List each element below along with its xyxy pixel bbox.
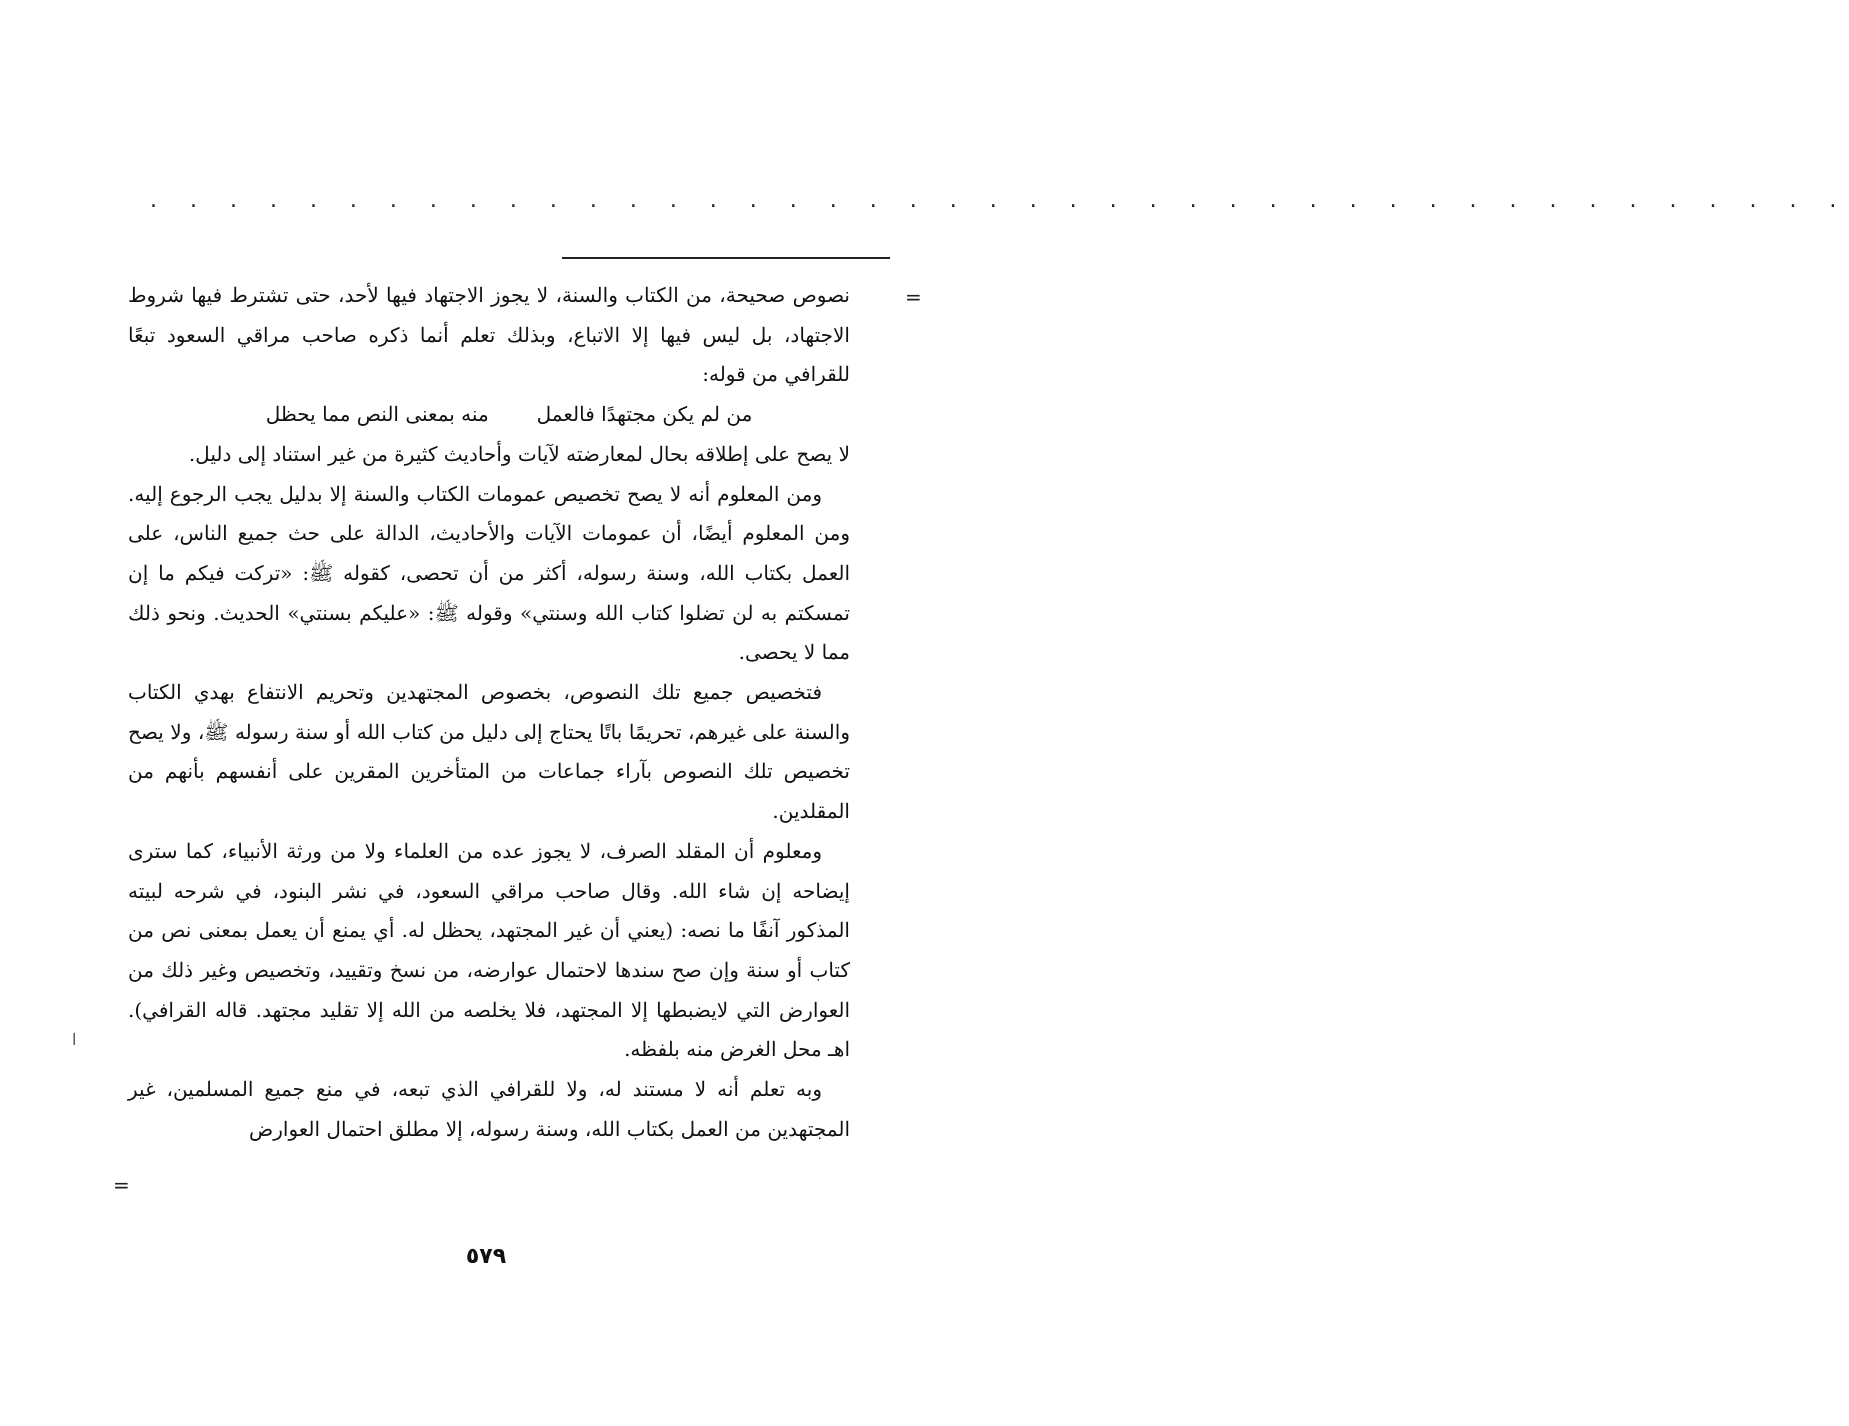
paragraph-3: ومن المعلوم أنه لا يصح تخصيص عمومات الكتاب والسنة إلا بدليل يجب الرجوع إليه. ومن المعلوم أيضًا، أن عمومات الآيات والأحاديث، الدالة على حث جميع الناس، على العمل بكتاب الله، وسنة رسوله، أكثر من أن تحصى، كقوله ﷺ: «تركت فيكم ما إن تمسكتم به لن تضلوا كتاب الله وسنتي» وقوله ﷺ: «عليكم بسنتي» الحديث. ونحو ذلك مما لا يحصى. xyxy=(128,481,850,665)
separator-dots: . . . . . . . . . . . . . . . . . . . . . . . . . . . . . . . . . . . . . . . . . . . xyxy=(150,188,1849,213)
footnote-rule xyxy=(562,257,890,259)
footnote-text xyxy=(128,276,850,1149)
verse-right-hemistich: من لم يكن مجتهدًا فالعمل xyxy=(536,402,753,427)
paragraph-5: ومعلوم أن المقلد الصرف، لا يجوز عده من العلماء ولا من ورثة الأنبياء، كما سترى إيضاحه إن شاء الله. وقال صاحب مراقي السعود، في نشر البنود، في شرحه لبيته المذكور آنفًا ما نصه: (يعني أن غير المجتهد، يحظل له. أي يمنع أن يعمل بمعنى نص من كتاب أو سنة وإن صح سندها لاحتمال عوارضه، من نسخ وتقييد، وتخصيص وغير ذلك من العوارض التي لايضبطها إلا المجتهد، فلا يخلصه من الله إلا تقليد مجتهد. قاله القرافي). اهـ محل الغرض منه بلفظه. xyxy=(128,838,850,1062)
continuation-mark-top: = xyxy=(905,285,922,309)
paragraph-6: وبه تعلم أنه لا مستند له، ولا للقرافي الذي تبعه، في منع جميع المسلمين، غير المجتهدين من العمل بكتاب الله، وسنة رسوله، إلا مطلق احتمال العوارض xyxy=(128,1077,850,1141)
paragraph-1: نصوص صحيحة، من الكتاب والسنة، لا يجوز الاجتهاد فيها لأحد، حتى تشترط فيها شروط الاجتهاد، بل ليس فيها إلا الاتباع، وبذلك تعلم أنما ذكره صاحب مراقي السعود تبعًا للقرافي من قوله: xyxy=(128,283,850,387)
verse-line xyxy=(128,395,850,435)
verse-left-hemistich: منه بمعنى النص مما يحظل xyxy=(265,402,489,427)
stray-mark: ا xyxy=(72,1030,77,1049)
page-number: ٥٧٩ xyxy=(465,1244,507,1269)
continuation-mark-bottom: = xyxy=(113,1173,130,1197)
paragraph-2: لا يصح على إطلاقه بحال لمعارضته لآيات وأحاديث كثيرة من غير استناد إلى دليل. xyxy=(188,441,850,466)
paragraph-4: فتخصيص جميع تلك النصوص، بخصوص المجتهدين وتحريم الانتفاع بهدي الكتاب والسنة على غيرهم، تحريمًا باتًا يحتاج إلى دليل من كتاب الله أو سنة رسوله ﷺ، ولا يصح تخصيص تلك النصوص بآراء جماعات من المتأخرين المقرين على أنفسهم بأنهم من المقلدين. xyxy=(128,680,850,824)
